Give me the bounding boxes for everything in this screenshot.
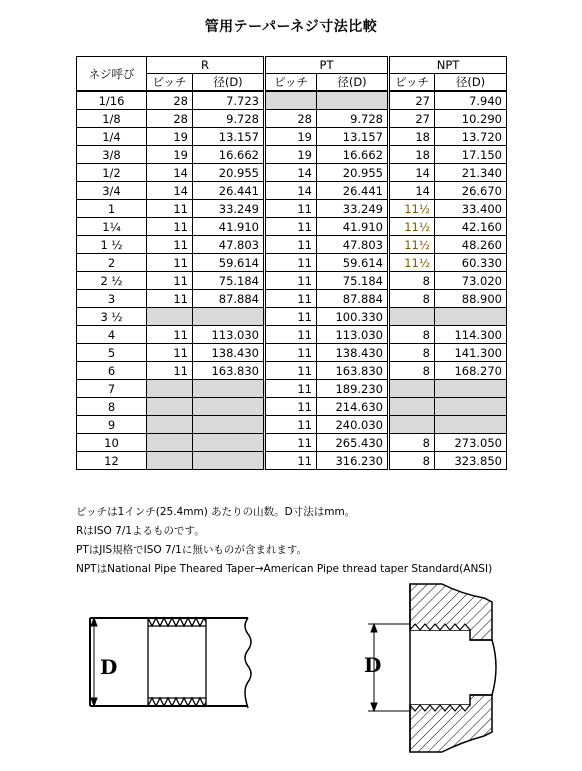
table-row [77,91,507,110]
cell-pt-pitch: 11 [265,434,317,452]
cell-npt-diameter: 48.260 [435,236,507,254]
cell-r-pitch [147,416,193,434]
cell-npt-pitch: 8 [389,434,435,452]
cell-npt-pitch [389,398,435,416]
table-row [77,146,507,164]
note-r: RはISO 7/1よるものです。 [76,525,205,537]
cell-npt-diameter: 10.290 [435,110,507,128]
cell-pt-diameter: 75.184 [317,272,389,290]
table-row [77,308,507,326]
cell-r-diameter: 113.030 [193,326,265,344]
header-npt-pitch: ピッチ [389,74,435,92]
cell-pt-pitch: 11 [265,308,317,326]
header-npt: NPT [389,57,507,74]
cell-pt-diameter: 240.030 [317,416,389,434]
cell-r-pitch: 28 [147,110,193,128]
cell-size: 1 ½ [77,236,147,254]
cell-pt-diameter: 87.884 [317,290,389,308]
table-row [77,380,507,398]
cell-npt-pitch: 8 [389,362,435,380]
cell-pt-diameter [317,91,389,110]
cell-pt-pitch: 11 [265,344,317,362]
cell-pt-pitch: 11 [265,380,317,398]
cell-npt-diameter: 7.940 [435,91,507,110]
cell-pt-pitch: 11 [265,236,317,254]
cell-size: 5 [77,344,147,362]
cell-r-diameter [193,380,265,398]
cell-pt-diameter: 33.249 [317,200,389,218]
cell-pt-diameter: 41.910 [317,218,389,236]
cell-r-pitch: 11 [147,326,193,344]
page-title: 管用テーパーネジ寸法比較 [204,19,378,35]
cell-pt-diameter: 59.614 [317,254,389,272]
table-row [77,290,507,308]
cell-r-diameter: 20.955 [193,164,265,182]
cell-r-diameter: 138.430 [193,344,265,362]
header-pt: PT [265,57,389,74]
cell-r-diameter: 87.884 [193,290,265,308]
cell-pt-pitch: 11 [265,398,317,416]
cell-size: 1/8 [77,110,147,128]
cell-npt-pitch: 14 [389,182,435,200]
header-r-pitch: ピッチ [147,74,193,92]
cell-pt-diameter: 100.330 [317,308,389,326]
cell-npt-pitch: 11½ [389,200,435,218]
table-row [77,218,507,236]
cell-size: 1/4 [77,128,147,146]
cell-npt-pitch: 27 [389,91,435,110]
header-pt-pitch: ピッチ [265,74,317,92]
internal-thread-figure [352,580,522,755]
cell-r-pitch [147,452,193,470]
cell-npt-diameter: 88.900 [435,290,507,308]
cell-r-diameter: 47.803 [193,236,265,254]
note-pt: PTはJIS規格でISO 7/1に無いものが含まれます。 [76,544,308,556]
cell-r-diameter: 7.723 [193,91,265,110]
table-row [77,236,507,254]
cell-r-diameter: 26.441 [193,182,265,200]
cell-pt-pitch: 19 [265,146,317,164]
cell-pt-pitch: 19 [265,128,317,146]
table-row [77,164,507,182]
cell-r-pitch [147,434,193,452]
cell-npt-pitch: 8 [389,290,435,308]
cell-pt-diameter: 47.803 [317,236,389,254]
cell-r-pitch: 11 [147,344,193,362]
table-row [77,182,507,200]
cell-size: 1/2 [77,164,147,182]
cell-pt-pitch: 11 [265,272,317,290]
table-row [77,452,507,470]
cell-r-pitch: 11 [147,218,193,236]
table-row [77,254,507,272]
notes [76,503,492,579]
cell-npt-pitch: 18 [389,128,435,146]
cell-pt-pitch: 11 [265,200,317,218]
cell-r-pitch: 19 [147,128,193,146]
cell-size: 1¼ [77,218,147,236]
cell-r-diameter [193,308,265,326]
cell-npt-diameter: 323.850 [435,452,507,470]
cell-r-diameter: 16.662 [193,146,265,164]
cell-npt-pitch: 8 [389,344,435,362]
left-d-label: D [100,655,118,679]
cell-npt-diameter: 114.300 [435,326,507,344]
cell-r-pitch: 11 [147,362,193,380]
cell-size: 12 [77,452,147,470]
cell-pt-pitch: 11 [265,254,317,272]
cell-npt-diameter: 73.020 [435,272,507,290]
note-pitch: ピッチは1インチ(25.4mm) あたりの山数。D寸法はmm。 [76,506,356,518]
cell-r-pitch: 11 [147,236,193,254]
cell-npt-diameter: 141.300 [435,344,507,362]
cell-npt-diameter: 26.670 [435,182,507,200]
cell-size: 3/4 [77,182,147,200]
cell-npt-diameter: 168.270 [435,362,507,380]
cell-pt-diameter: 214.630 [317,398,389,416]
cell-npt-pitch [389,308,435,326]
cell-r-pitch: 11 [147,200,193,218]
cell-r-diameter: 163.830 [193,362,265,380]
cell-npt-diameter: 273.050 [435,434,507,452]
cell-pt-diameter: 163.830 [317,362,389,380]
cell-npt-diameter: 33.400 [435,200,507,218]
cell-size: 3/8 [77,146,147,164]
cell-npt-pitch: 8 [389,272,435,290]
table-row [77,362,507,380]
cell-r-diameter: 59.614 [193,254,265,272]
cell-r-diameter [193,416,265,434]
cell-pt-pitch: 11 [265,362,317,380]
header-r: R [147,57,265,74]
cell-size: 2 ½ [77,272,147,290]
cell-pt-pitch: 11 [265,326,317,344]
cell-pt-diameter: 265.430 [317,434,389,452]
cell-npt-pitch [389,380,435,398]
cell-npt-diameter [435,398,507,416]
table-row [77,200,507,218]
cell-npt-diameter: 17.150 [435,146,507,164]
table-row [77,344,507,362]
cell-r-pitch: 28 [147,91,193,110]
cell-npt-diameter [435,380,507,398]
cell-pt-pitch: 14 [265,182,317,200]
table-row [77,128,507,146]
cell-r-pitch: 14 [147,182,193,200]
cell-npt-pitch [389,416,435,434]
table-row [77,272,507,290]
cell-pt-diameter: 138.430 [317,344,389,362]
cell-size: 2 [77,254,147,272]
cell-r-diameter: 13.157 [193,128,265,146]
cell-pt-pitch [265,91,317,110]
cell-size: 8 [77,398,147,416]
cell-npt-pitch: 18 [389,146,435,164]
cell-npt-pitch: 27 [389,110,435,128]
cell-pt-diameter: 189.230 [317,380,389,398]
note-npt: NPTはNational Pipe Theared Taper→American Pipe thread taper Standard(ANSI) [76,563,493,575]
cell-pt-diameter: 113.030 [317,326,389,344]
cell-pt-diameter: 16.662 [317,146,389,164]
cell-r-pitch [147,380,193,398]
right-d-label: D [364,653,382,677]
cell-r-pitch: 11 [147,290,193,308]
cell-r-diameter [193,398,265,416]
cell-npt-pitch: 11½ [389,236,435,254]
cell-npt-diameter: 13.720 [435,128,507,146]
external-thread-figure [76,596,266,726]
cell-r-pitch: 14 [147,164,193,182]
table-row [77,434,507,452]
thread-comparison-table [76,56,507,470]
cell-r-pitch [147,398,193,416]
cell-pt-pitch: 11 [265,416,317,434]
cell-npt-diameter: 21.340 [435,164,507,182]
header-npt-diameter: 径(D) [435,74,507,92]
table-row [77,398,507,416]
cell-pt-pitch: 11 [265,218,317,236]
cell-npt-diameter [435,416,507,434]
cell-pt-diameter: 20.955 [317,164,389,182]
cell-size: 3 [77,290,147,308]
header-r-diameter: 径(D) [193,74,265,92]
cell-r-diameter: 9.728 [193,110,265,128]
cell-pt-diameter: 13.157 [317,128,389,146]
header-pt-diameter: 径(D) [317,74,389,92]
table-row [77,416,507,434]
cell-r-diameter: 33.249 [193,200,265,218]
cell-size: 1 [77,200,147,218]
cell-npt-diameter: 42.160 [435,218,507,236]
cell-pt-pitch: 14 [265,164,317,182]
table-row [77,326,507,344]
cell-pt-pitch: 28 [265,110,317,128]
cell-npt-diameter [435,308,507,326]
cell-r-diameter: 75.184 [193,272,265,290]
cell-size: 4 [77,326,147,344]
cell-r-pitch: 19 [147,146,193,164]
cell-size: 1/16 [77,91,147,110]
cell-r-pitch: 11 [147,254,193,272]
cell-size: 3 ½ [77,308,147,326]
cell-r-pitch [147,308,193,326]
table-row [77,110,507,128]
cell-npt-diameter: 60.330 [435,254,507,272]
cell-size: 7 [77,380,147,398]
cell-npt-pitch: 8 [389,326,435,344]
cell-npt-pitch: 11½ [389,218,435,236]
cell-r-diameter [193,434,265,452]
cell-size: 9 [77,416,147,434]
cell-r-diameter: 41.910 [193,218,265,236]
cell-pt-pitch: 11 [265,452,317,470]
header-nominal: ネジ呼び [77,57,147,92]
cell-r-diameter [193,452,265,470]
cell-pt-pitch: 11 [265,290,317,308]
cell-pt-diameter: 9.728 [317,110,389,128]
cell-pt-diameter: 26.441 [317,182,389,200]
cell-npt-pitch: 8 [389,452,435,470]
cell-npt-pitch: 14 [389,164,435,182]
cell-npt-pitch: 11½ [389,254,435,272]
cell-size: 6 [77,362,147,380]
cell-pt-diameter: 316.230 [317,452,389,470]
cell-size: 10 [77,434,147,452]
cell-r-pitch: 11 [147,272,193,290]
